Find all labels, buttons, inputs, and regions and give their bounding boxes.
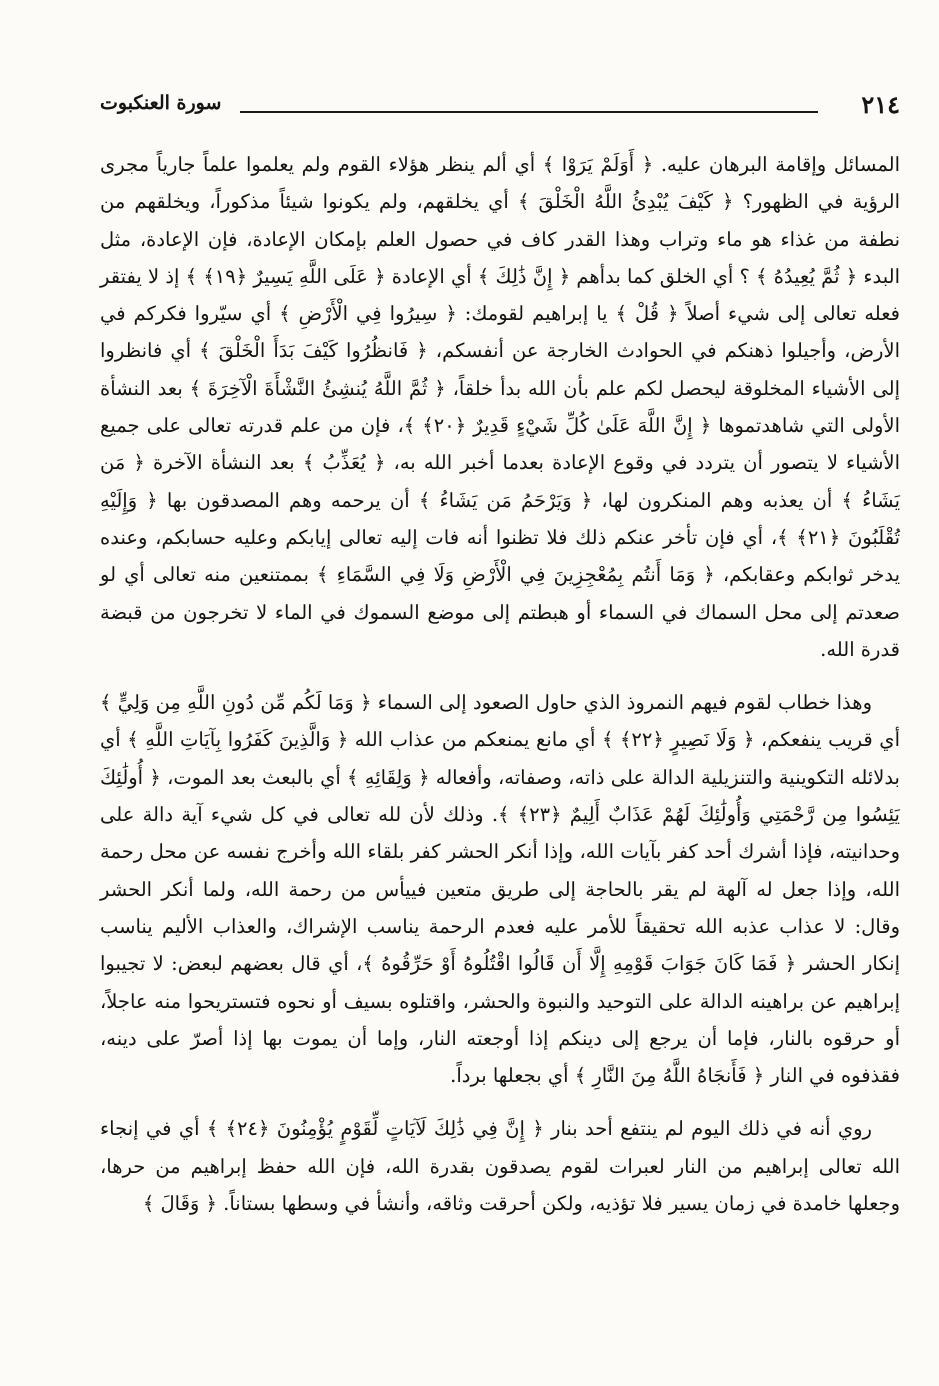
paragraph-3: روي أنه في ذلك اليوم لم ينتفع أحد بنار ﴿ إِنَّ فِي ذَٰلِكَ لَآيَاتٍ لِّقَوْمٍ يُؤْمِنُونَ ﴿٢٤﴾ ﴾ أي في إنجاء الله تعالى إبراهيم من النار لعبرات لقوم يصدقون بقدرة الله، فإن الله حفظ إبراهيم من حرها، وجعلها خامدة في زمان يسير فلا تؤذيه، ولكن أحرقت وثاقه، وأنشأ في وسطها بستاناً. ﴿ وَقَالَ ﴾ [100, 1117, 900, 1216]
body-text [100, 146, 900, 1222]
header-rule [240, 111, 818, 113]
page-header [100, 90, 900, 130]
running-title: سورة العنكبوت [100, 92, 222, 114]
page-number: ٢١٤ [861, 90, 900, 119]
paragraph-2: وهذا خطاب لقوم فيهم النمروذ الذي حاول الصعود إلى السماء ﴿ وَمَا لَكُم مِّن دُونِ اللَّهِ مِن وَلِيٍّ ﴾ أي قريب ينفعكم، ﴿ وَلَا نَصِيرٍ ﴿٢٢﴾ ﴾ أي مانع يمنعكم من عذاب الله ﴿ وَالَّذِينَ كَفَرُوا بِآيَاتِ اللَّهِ ﴾ أي بدلائله التكوينية والتنزيلية الدالة على ذاته، وصفاته، وأفعاله ﴿ وَلِقَائِهِ ﴾ أي بالبعث بعد الموت، ﴿ أُولَٰئِكَ يَئِسُوا مِن رَّحْمَتِي وَأُولَٰئِكَ لَهُمْ عَذَابٌ أَلِيمٌ ﴿٢٣﴾ ﴾. وذلك لأن لله تعالى في كل شيء آية دالة على وحدانيته، فإذا أشرك أحد كفر بآيات الله، وإذا أنكر الحشر كفر بلقاء الله وأخرج نفسه عن محل رحمة الله، وإذا جعل له آلهة لم يقر بالحاجة إلى طريق متعين فييأس من رحمة الله، ولما أنكر الحشر وقال: لا عذاب عذبه الله تحقيقاً للأمر عليه فعدم الرحمة يناسب الإشراك، والعذاب الأليم يناسب إنكار الحشر ﴿ فَمَا كَانَ جَوَابَ قَوْمِهِ إِلَّا أَن قَالُوا اقْتُلُوهُ أَوْ حَرِّقُوهُ ﴾، أي قال بعضهم لبعض: لا تجيبوا إبراهيم عن براهينه الدالة على التوحيد والنبوة والحشر، واقتلوه بسيف أو نحوه فتستريحوا منه عاجلاً، أو حرقوه بالنار، فإما أن يرجع إلى دينكم إذا أوجعته النار، وإما أن يموت بها إذا أصرّ على دينه، فقذفوه في النار ﴿ فَأَنجَاهُ اللَّهُ مِنَ النَّارِ ﴾ أي بجعلها برداً. [100, 691, 900, 1088]
paragraph-1: المسائل وإقامة البرهان عليه. ﴿ أَوَلَمْ يَرَوْا ﴾ أي ألم ينظر هؤلاء القوم ولم يعلموا علماً جارياً مجرى الرؤية في الظهور؟ ﴿ كَيْفَ يُبْدِئُ اللَّهُ الْخَلْقَ ﴾ أي يخلقهم، ولم يكونوا شيئاً مذكوراً، ويخلقهم من نطفة من غذاء هو ماء وتراب وهذا القدر كاف في حصول العلم بإمكان الإعادة، فإن الإعادة، مثل البدء ﴿ ثُمَّ يُعِيدُهُ ﴾ ؟ أي الخلق كما بدأهم ﴿ إِنَّ ذَٰلِكَ ﴾ أي الإعادة ﴿ عَلَى اللَّهِ يَسِيرٌ ﴿١٩﴾ ﴾ إذ لا يفتقر فعله تعالى إلى شيء أصلاً ﴿ قُلْ ﴾ يا إبراهيم لقومك: ﴿ سِيرُوا فِي الْأَرْضِ ﴾ أي سيّروا فكركم في الأرض، وأجيلوا ذهنكم في الحوادث الخارجة عن أنفسكم، ﴿ فَانظُرُوا كَيْفَ بَدَأَ الْخَلْقَ ﴾ أي فانظروا إلى الأشياء المخلوقة ليحصل لكم علم بأن الله بدأ خلقاً، ﴿ ثُمَّ اللَّهُ يُنشِئُ النَّشْأَةَ الْآخِرَةَ ﴾ بعد النشأة الأولى التي شاهدتموها ﴿ إِنَّ اللَّهَ عَلَىٰ كُلِّ شَيْءٍ قَدِيرٌ ﴿٢٠﴾ ﴾، فإن من علم قدرته تعالى على جميع الأشياء لا يتصور أن يتردد في وقوع الإعادة بعدما أخبر الله به، ﴿ يُعَذِّبُ ﴾ بعد النشأة الآخرة ﴿ مَن يَشَاءُ ﴾ أن يعذبه وهم المنكرون لها، ﴿ وَيَرْحَمُ مَن يَشَاءُ ﴾ أن يرحمه وهم المصدقون بها ﴿ وَإِلَيْهِ تُقْلَبُونَ ﴿٢١﴾ ﴾، أي فإن تأخر عنكم ذلك فلا تظنوا أنه فات إليه تعالى إيابكم وعليه حسابكم، وعنده يدخر ثوابكم وعقابكم، ﴿ وَمَا أَنتُم بِمُعْجِزِينَ فِي الْأَرْضِ وَلَا فِي السَّمَاءِ ﴾ بممتنعين منه تعالى أي لو صعدتم إلى محل السماك في السماء أو هبطتم إلى موضع السموك في الماء لا تخرجون من قبضة قدرة الله. [100, 153, 901, 661]
